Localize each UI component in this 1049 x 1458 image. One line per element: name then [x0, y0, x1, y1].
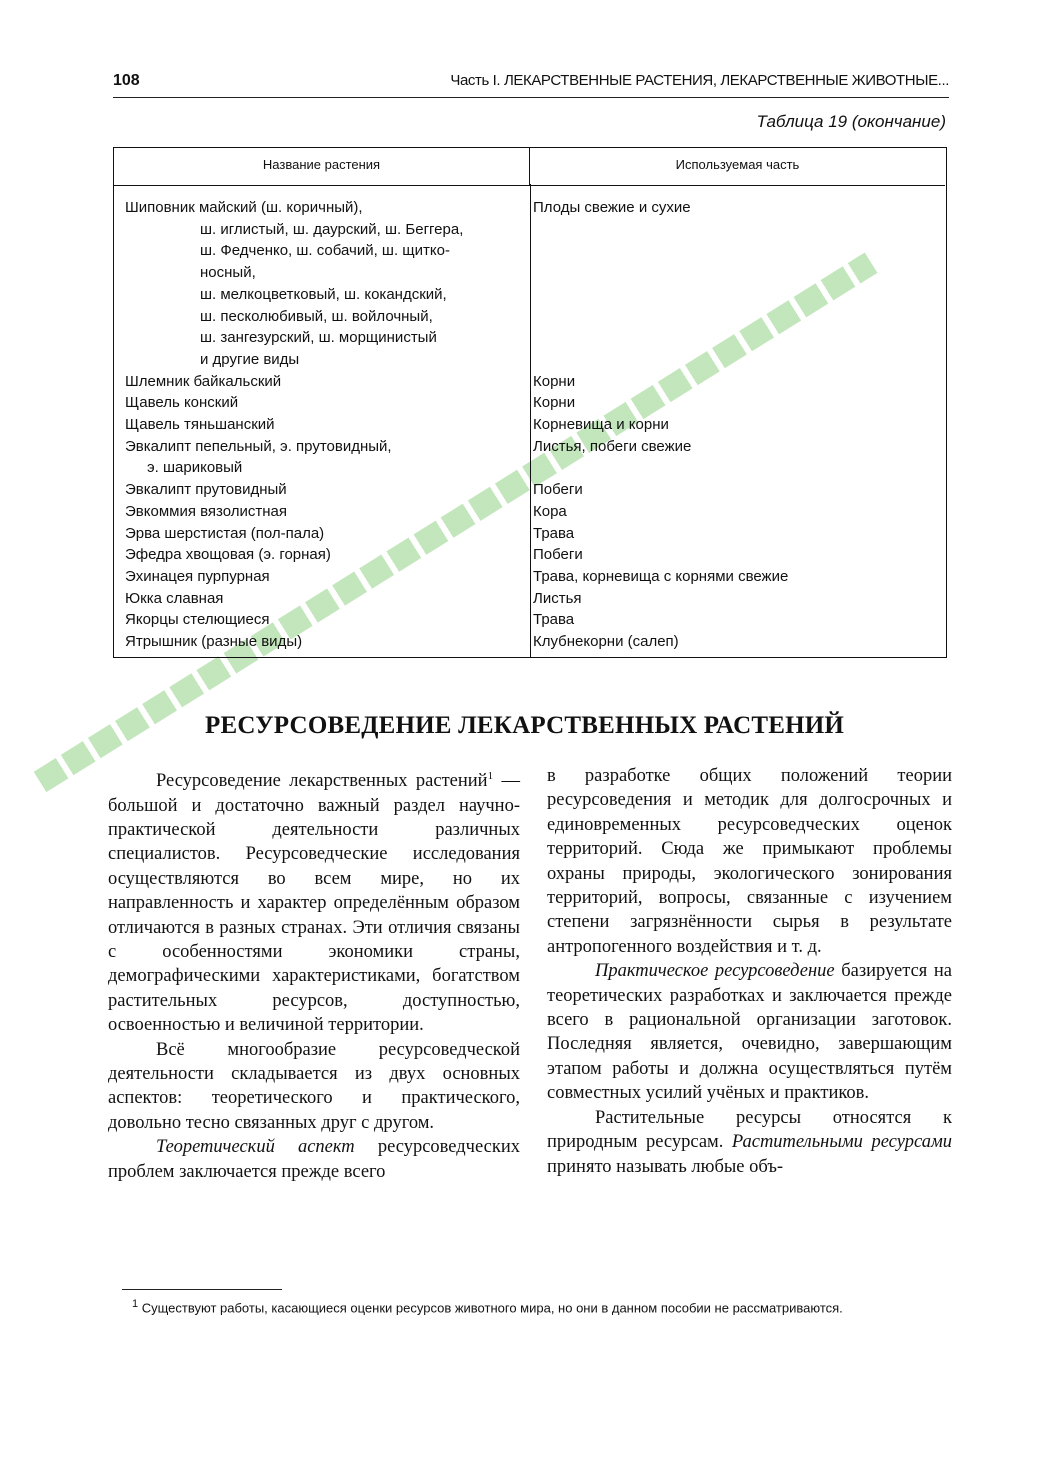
table-row: [114, 392, 946, 414]
table-row: [114, 631, 946, 653]
section-title: РЕСУРСОВЕДЕНИЕ ЛЕКАРСТВЕННЫХ РАСТЕНИЙ: [204, 712, 845, 739]
plant-name-cell: Юкка славная: [125, 589, 224, 607]
used-part-cell: Корни: [533, 372, 576, 390]
table-row: [114, 457, 946, 479]
used-part-cell: [520, 240, 940, 262]
running-title: Часть I. ЛЕКАРСТВЕННЫЕ РАСТЕНИЯ, ЛЕКАРСТВЕННЫЕ ЖИВОТНЫЕ...: [450, 72, 949, 89]
paragraph: Теоретический аспект ресурсоведческих проблем заключается прежде всего: [108, 1137, 521, 1182]
paragraph: Растительные ресурсы относятся к природным ресурсам. Растительными ресурсами принято называть любые объ-: [547, 1107, 952, 1177]
used-part-cell: Кора: [533, 502, 567, 520]
plant-name-cell: ш. Федченко, ш. собачий, ш. щитко-: [200, 242, 450, 260]
table-row: [114, 371, 946, 393]
used-part-cell: [520, 457, 940, 479]
plant-name-cell: Эфедра хвощовая (э. горная): [125, 546, 331, 564]
page-number: 108: [113, 72, 140, 89]
plant-name-cell: Щавель тяньшанский: [125, 416, 275, 434]
used-part-cell: [520, 219, 940, 241]
table-row: [114, 284, 946, 306]
used-part-cell: Листья: [533, 589, 582, 607]
used-part-cell: Клубнекорни (салеп): [533, 633, 679, 651]
used-part-cell: Побеги: [533, 546, 583, 564]
plant-name-cell: ш. песколюбивый, ш. войлочный,: [200, 307, 433, 325]
paragraph: в разработке общих положений теории ресурсоведения и методик для долгосрочных и единовременных ресурсоведческих оценок территорий. Сюда же примыкают проблемы охраны природы, экологического зонирования территорий, вопросы, связанные с изучением степени загрязнённости сырья в результате антропогенного воздействия и т. д.: [547, 766, 952, 957]
plant-name-cell: э. шариковый: [147, 459, 243, 477]
plant-name-cell: носный,: [200, 264, 256, 282]
used-part-cell: Трава: [533, 611, 575, 629]
plant-name-cell: ш. мелкоцветковый, ш. кокандский,: [200, 285, 447, 303]
table-row: [114, 240, 946, 262]
used-part-cell: [520, 262, 940, 284]
used-part-cell: Побеги: [533, 481, 583, 499]
used-part-cell: Трава: [533, 524, 575, 542]
plant-name-cell: ш. зангезурский, ш. морщинистый: [200, 329, 437, 347]
table-row: [114, 609, 946, 631]
text-column-right: [547, 764, 952, 1179]
table-row: [114, 197, 946, 219]
plant-name-cell: Эвкоммия вязолистная: [125, 502, 288, 520]
plant-name-cell: Якорцы стелющиеся: [125, 611, 270, 629]
plant-name-cell: Щавель конский: [125, 394, 239, 412]
plant-name-cell: Эвкалипт прутовидный: [125, 481, 287, 499]
plant-name-cell: Эвкалипт пепельный, э. прутовидный,: [125, 437, 392, 455]
table-body: [114, 197, 946, 653]
plant-name-cell: Эхинацея пурпурная: [125, 567, 270, 585]
plant-name-cell: ш. иглистый, ш. даурский, ш. Беггера,: [200, 220, 464, 238]
table-row: [114, 349, 946, 371]
table-row: [114, 501, 946, 523]
plant-name-cell: Ятрышник (разные виды): [125, 633, 303, 651]
plant-name-cell: и другие виды: [200, 350, 300, 368]
header-rule: [113, 97, 949, 98]
used-part-cell: Трава, корневища с корнями свежие: [533, 567, 789, 585]
used-part-cell: [520, 284, 940, 306]
table-row: [114, 479, 946, 501]
plant-table: [113, 147, 947, 658]
table-row: [114, 566, 946, 588]
table-row: [114, 523, 946, 545]
paragraph: Всё многообразие ресурсоведческой деятельности складывается из двух основных аспектов: теоретического и практического, довольно тесно связанных друг с другом.: [108, 1039, 520, 1133]
text-column-left: [108, 764, 520, 1184]
paragraph: Ресурсоведение лекарственных растений$^1$ — большой и достаточно важный раздел научно-практической деятельности различных специалистов. Ресурсоведческие исследования осуществляются во всем мире, но их направленность и характер определённым образом отличаются в разных странах. Эти отличия связаны с особенностями экономики страны, демографическими характеристиками, богатством растительных ресурсов, доступностью, освоенностью и величиной территории.: [108, 770, 520, 1036]
table-caption: Таблица 19 (окончание): [756, 112, 946, 131]
plant-name-cell: Шиповник майский (ш. коричный),: [125, 199, 363, 216]
used-part-cell: Корневища и корни: [533, 416, 669, 434]
table-row: [114, 588, 946, 610]
used-part-cell: [520, 327, 940, 349]
table-row: [114, 262, 946, 284]
footnote-rule: [122, 1289, 282, 1290]
table-row: [114, 306, 946, 328]
table-row: [114, 219, 946, 241]
plant-name-cell: Эрва шерстистая (пол-пала): [125, 524, 325, 542]
table-row: [114, 436, 946, 458]
column-header-part: Используемая часть: [530, 148, 945, 186]
table-row: [114, 327, 946, 349]
used-part-cell: Корни: [533, 394, 576, 412]
used-part-cell: [520, 306, 940, 328]
plant-name-cell: Шлемник байкальский: [125, 372, 282, 390]
table-row: [114, 414, 946, 436]
used-part-cell: Плоды свежие и сухие: [533, 199, 691, 216]
table-row: [114, 544, 946, 566]
paragraph: Практическое ресурсоведение базируется на теоретических разработках и заключается прежде всего в рациональной организации заготовок. Последняя является, очевидно, завершающим этапом работы и должна осуществляться путём совместных усилий учёных и практиков.: [547, 961, 953, 1104]
used-part-cell: [520, 349, 940, 371]
used-part-cell: Листья, побеги свежие: [533, 437, 692, 455]
column-header-name: Название растения: [114, 148, 530, 186]
footnote: $^1$ Существуют работы, касающиеся оценки ресурсов животного мира, но они в данном пособии не рассматриваются.: [132, 1298, 843, 1316]
